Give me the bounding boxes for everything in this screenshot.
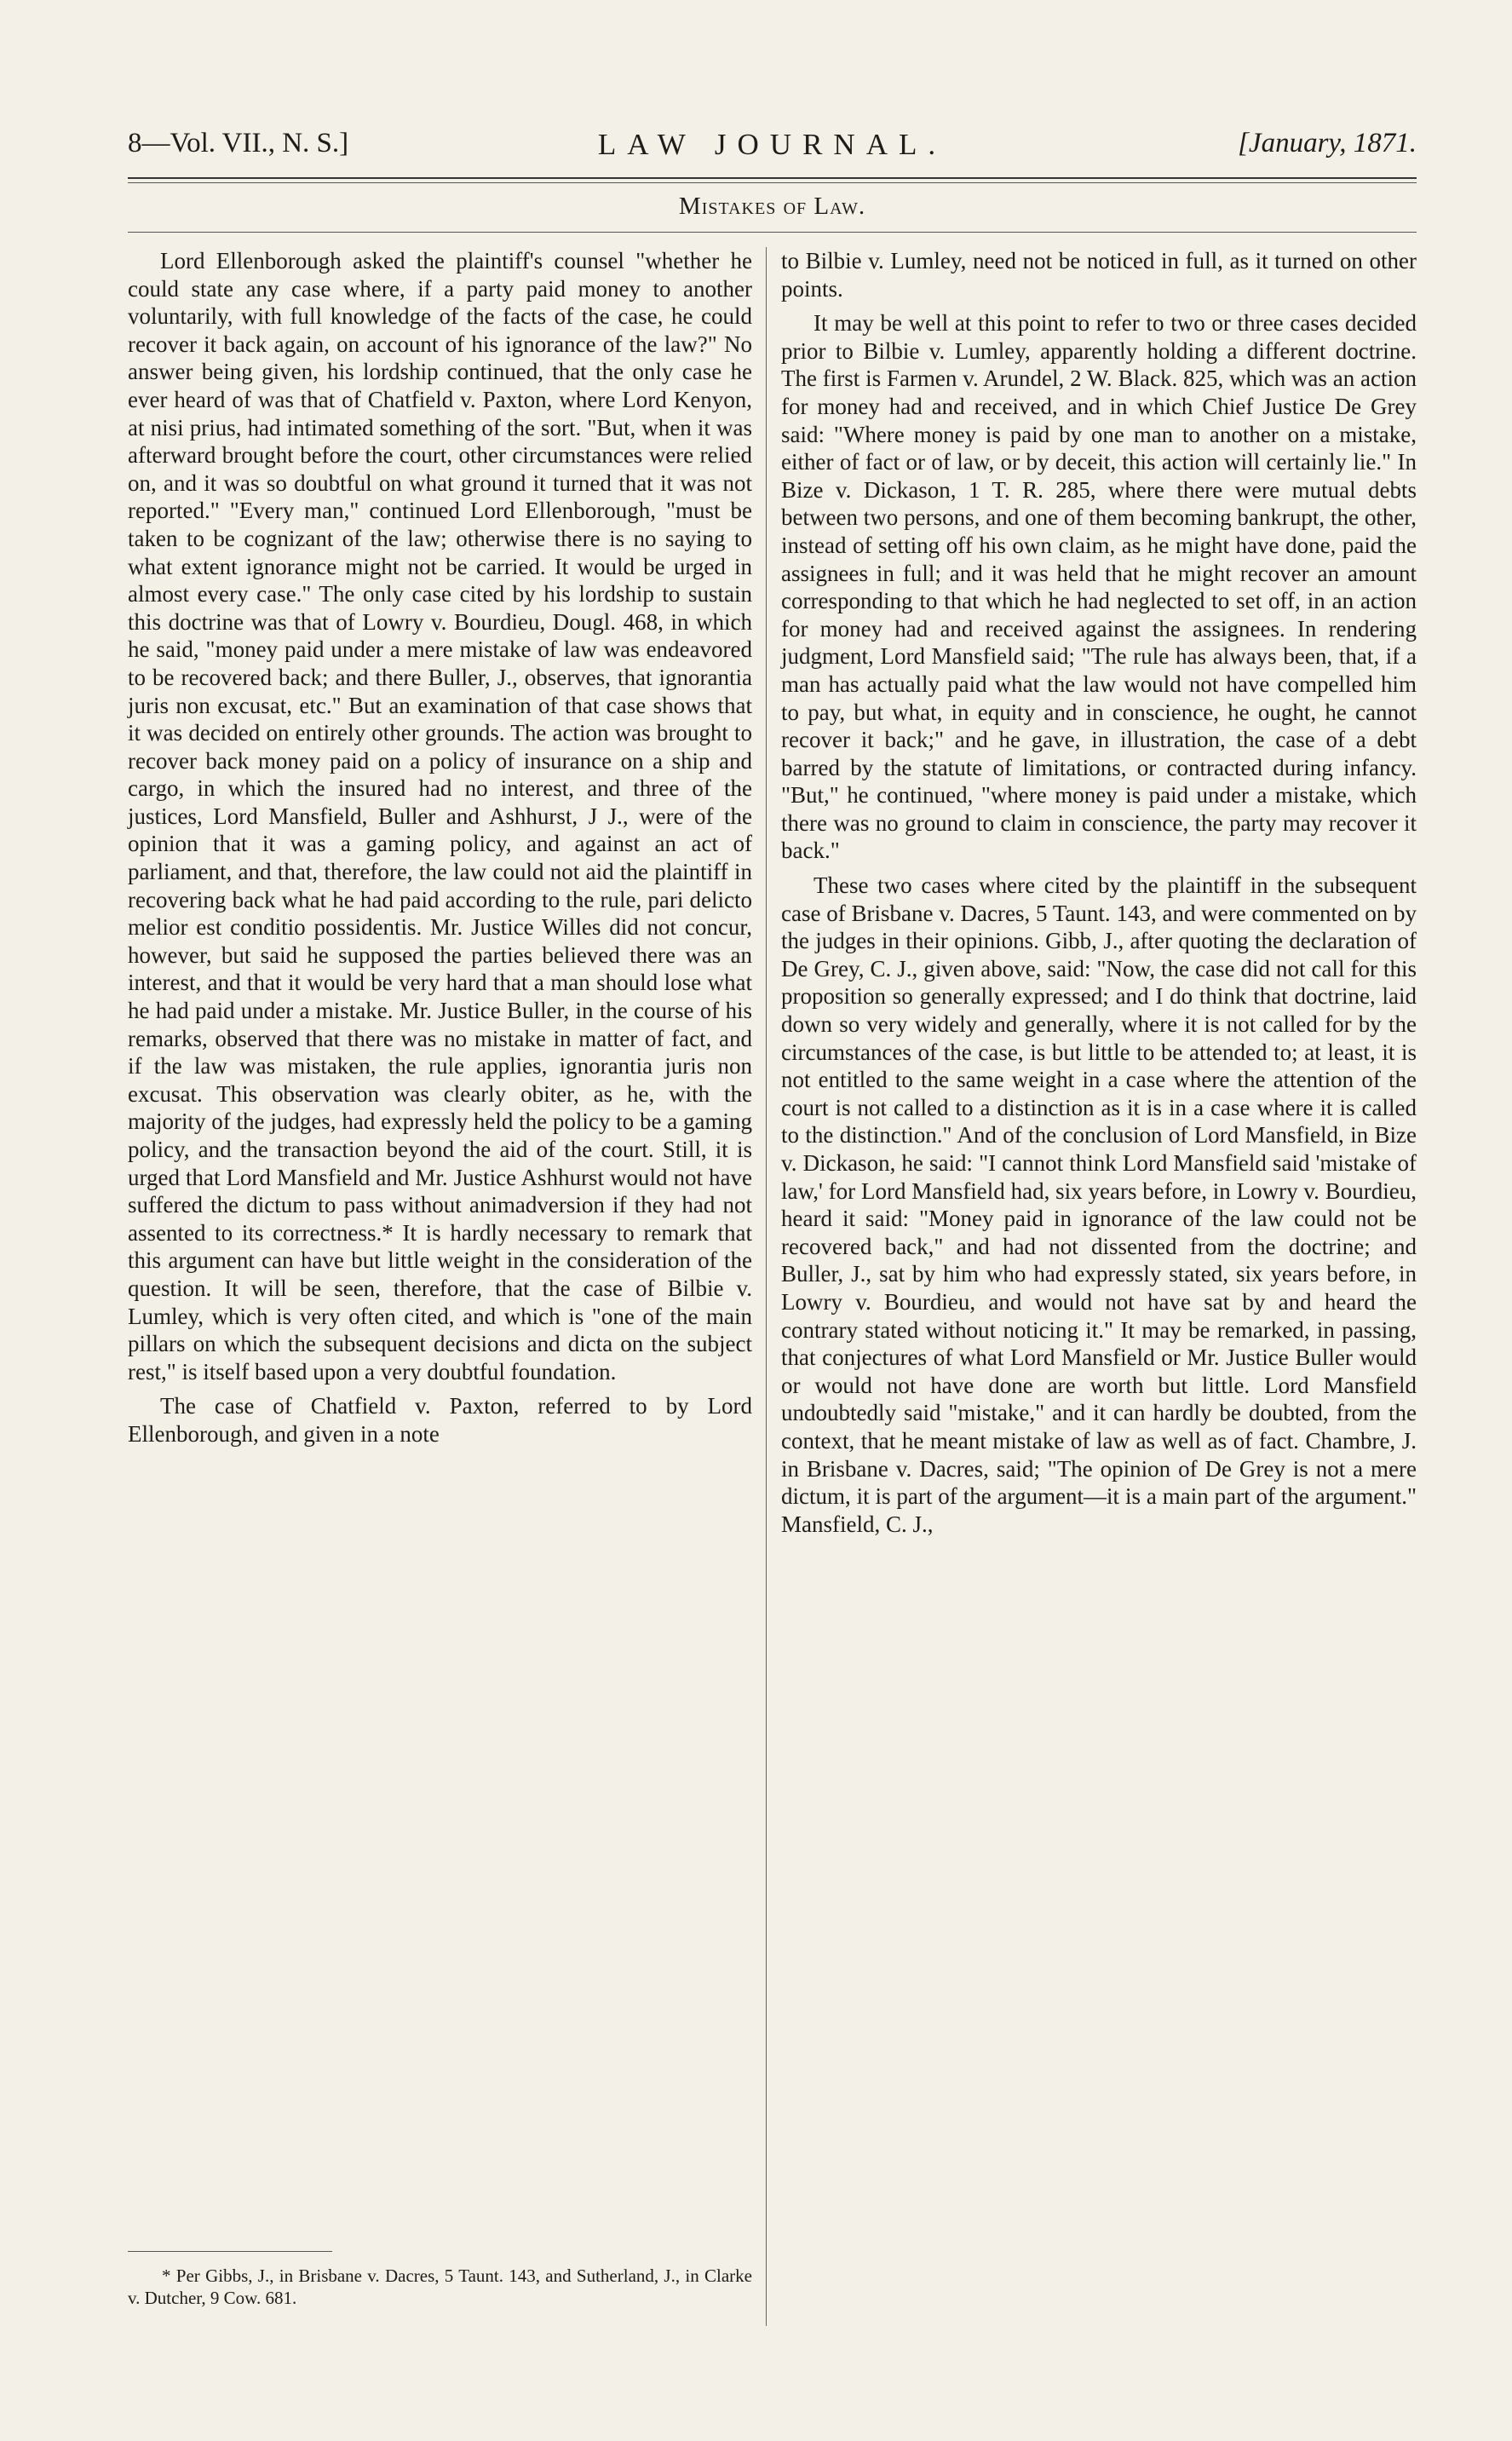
section-title: Mistakes of Law. xyxy=(678,193,866,220)
issue-date: [January, 1871. xyxy=(1238,128,1417,158)
left-column xyxy=(128,247,752,1448)
running-head xyxy=(128,128,1417,172)
right-column xyxy=(781,247,1417,1538)
footnote: * Per Gibbs, J., in Brisbane v. Dacres, 5 Taunt. 143, and Sutherland, J., in Clarke v. Dutcher, 9 Cow. 681. xyxy=(128,2265,752,2308)
paragraph: It may be well at this point to refer to two or three cases decided prior to Bilbie v. Lumley, apparently holding a different doctrine. The first is Farmen v. Arundel, 2 W. Black. 825, which was an action for money had and received, and in which Chief Justice De Grey said: "Where money is paid by one man to another on a mistake, either of fact or of law, or by deceit, this action will certainly lie." In Bize v. Dickason, 1 T. R. 285, where there were mutual debts between two persons, and one of them becoming bankrupt, the other, instead of setting off his own claim, as he might have done, paid the assignees in full; and it was held that he might recover an amount corresponding to that which he had neglected to set off, in an action for money had and received against the assignees. In rendering judgment, Lord Mansfield said; "The rule has always been, that, if a man has actually paid what the law would not have compelled him to pay, but what, in equity and in conscience, he ought, he cannot recover it back;" and he gave, in illustration, the case of a debt barred by the statute of limitations, or contracted during infancy. "But," he continued, "where money is paid under a mistake, which there was no ground to claim in conscience, the party may recover it back." xyxy=(781,310,1417,864)
column-divider xyxy=(766,247,767,2326)
paragraph-continued: to Bilbie v. Lumley, need not be noticed in full, as it turned on other points. xyxy=(781,248,1417,302)
paragraph: The case of Chatfield v. Paxton, referred to by Lord Ellenborough, and given in a note xyxy=(128,1393,752,1447)
paragraph: Lord Ellenborough asked the plaintiff's counsel "whether he could state any case where, if a party paid money to another voluntarily, with full knowledge of the facts of the case, he could recover it back again, on account of his ignorance of the law?" No answer being given, his lordship continued, that the only case he ever heard of was that of Chatfield v. Paxton, where Lord Kenyon, at nisi prius, had intimated something of the sort. "But, when it was afterward brought before the court, other circumstances were relied on, and it was so doubtful on what ground it turned that it was not reported." "Every man," continued Lord Ellenborough, "must be taken to be cognizant of the law; otherwise there is no saying to what extent ignorance might not be carried. It would be urged in almost every case." The only case cited by his lordship to sustain this doctrine was that of Lowry v. Bourdieu, Dougl. 468, in which he said, "money paid under a mere mistake of law was endeavored to be recovered back; and there Buller, J., observes, that ignorantia juris non excusat, etc." But an examination of that case shows that it was decided on entirely other grounds. The action was brought to recover back money paid on a policy of insurance on a ship and cargo, in which the insured had no interest, and three of the justices, Lord Mansfield, Buller and Ashhurst, J J., were of the opinion that it was a gaming policy, and against an act of parliament, and that, therefore, the law could not aid the plaintiff in recovering back what he had paid according to the rule, pari delicto melior est conditio possidentis. Mr. Justice Willes did not concur, however, but said he supposed the parties believed there was an interest, and that it would be very hard that a man should lose what he had paid under a mistake. Mr. Justice Buller, in the course of his remarks, observed that there was no mistake in matter of fact, and if the law was mistaken, the rule applies, ignorantia juris non excusat. This observation was clearly obiter, as he, with the majority of the judges, had expressly held the policy to be a gaming policy, and the transaction beyond the aid of the court. Still, it is urged that Lord Mansfield and Mr. Justice Ashhurst would not have suffered the dictum to pass without animadversion if they had not assented to its correctness.* It is hardly necessary to remark that this argument can have but little weight in the consideration of the question. It will be seen, therefore, that the case of Bilbie v. Lumley, which is very often cited, and which is "one of the main pillars on which the subsequent decisions and dicta on the subject rest," is itself based upon a very doubtful foundation. xyxy=(128,248,752,1385)
journal-title: LAW JOURNAL. xyxy=(597,128,947,161)
header-rule-bottom xyxy=(128,182,1417,183)
header-rule-top xyxy=(128,177,1417,179)
paragraph: These two cases where cited by the plaintiff in the subsequent case of Brisbane v. Dacres, 5 Taunt. 143, and were commented on by the judges in their opinions. Gibb, J., after quoting the declaration of De Grey, C. J., given above, said: "Now, the case did not call for this proposition so generally expressed; and I do think that doctrine, laid down so very widely and generally, where it is not called for by the circumstances of the case, is but little to be attended to; at least, it is not entitled to the same weight in a case where the attention of the court is not called to a distinction as it is in a case where it is called to the distinction." And of the conclusion of Lord Mansfield, in Bize v. Dickason, he said: "I cannot think Lord Mansfield said 'mistake of law,' for Lord Mansfield had, six years before, in Lowry v. Bourdieu, heard it said: "Money paid in ignorance of the law could not be recovered back," and had not dissented from the doctrine; and Buller, J., sat by him who had expressly stated, six years before, in Lowry v. Bourdieu, and would not have sat by and heard the contrary stated without noticing it." It may be remarked, in passing, that conjectures of what Lord Mansfield or Mr. Justice Buller would or would not have done are worth but little. Lord Mansfield undoubtedly said "mistake," and it can hardly be doubted, from the context, that he meant mistake of law as well as of fact. Chambre, J. in Brisbane v. Dacres, said; "The opinion of De Grey is not a mere dictum, it is part of the argument—it is a main part of the argument." Mansfield, C. J., xyxy=(781,872,1417,1537)
footnote-rule xyxy=(128,2251,332,2252)
volume-reference: 8—Vol. VII., N. S.] xyxy=(128,128,349,158)
section-rule xyxy=(128,232,1417,233)
